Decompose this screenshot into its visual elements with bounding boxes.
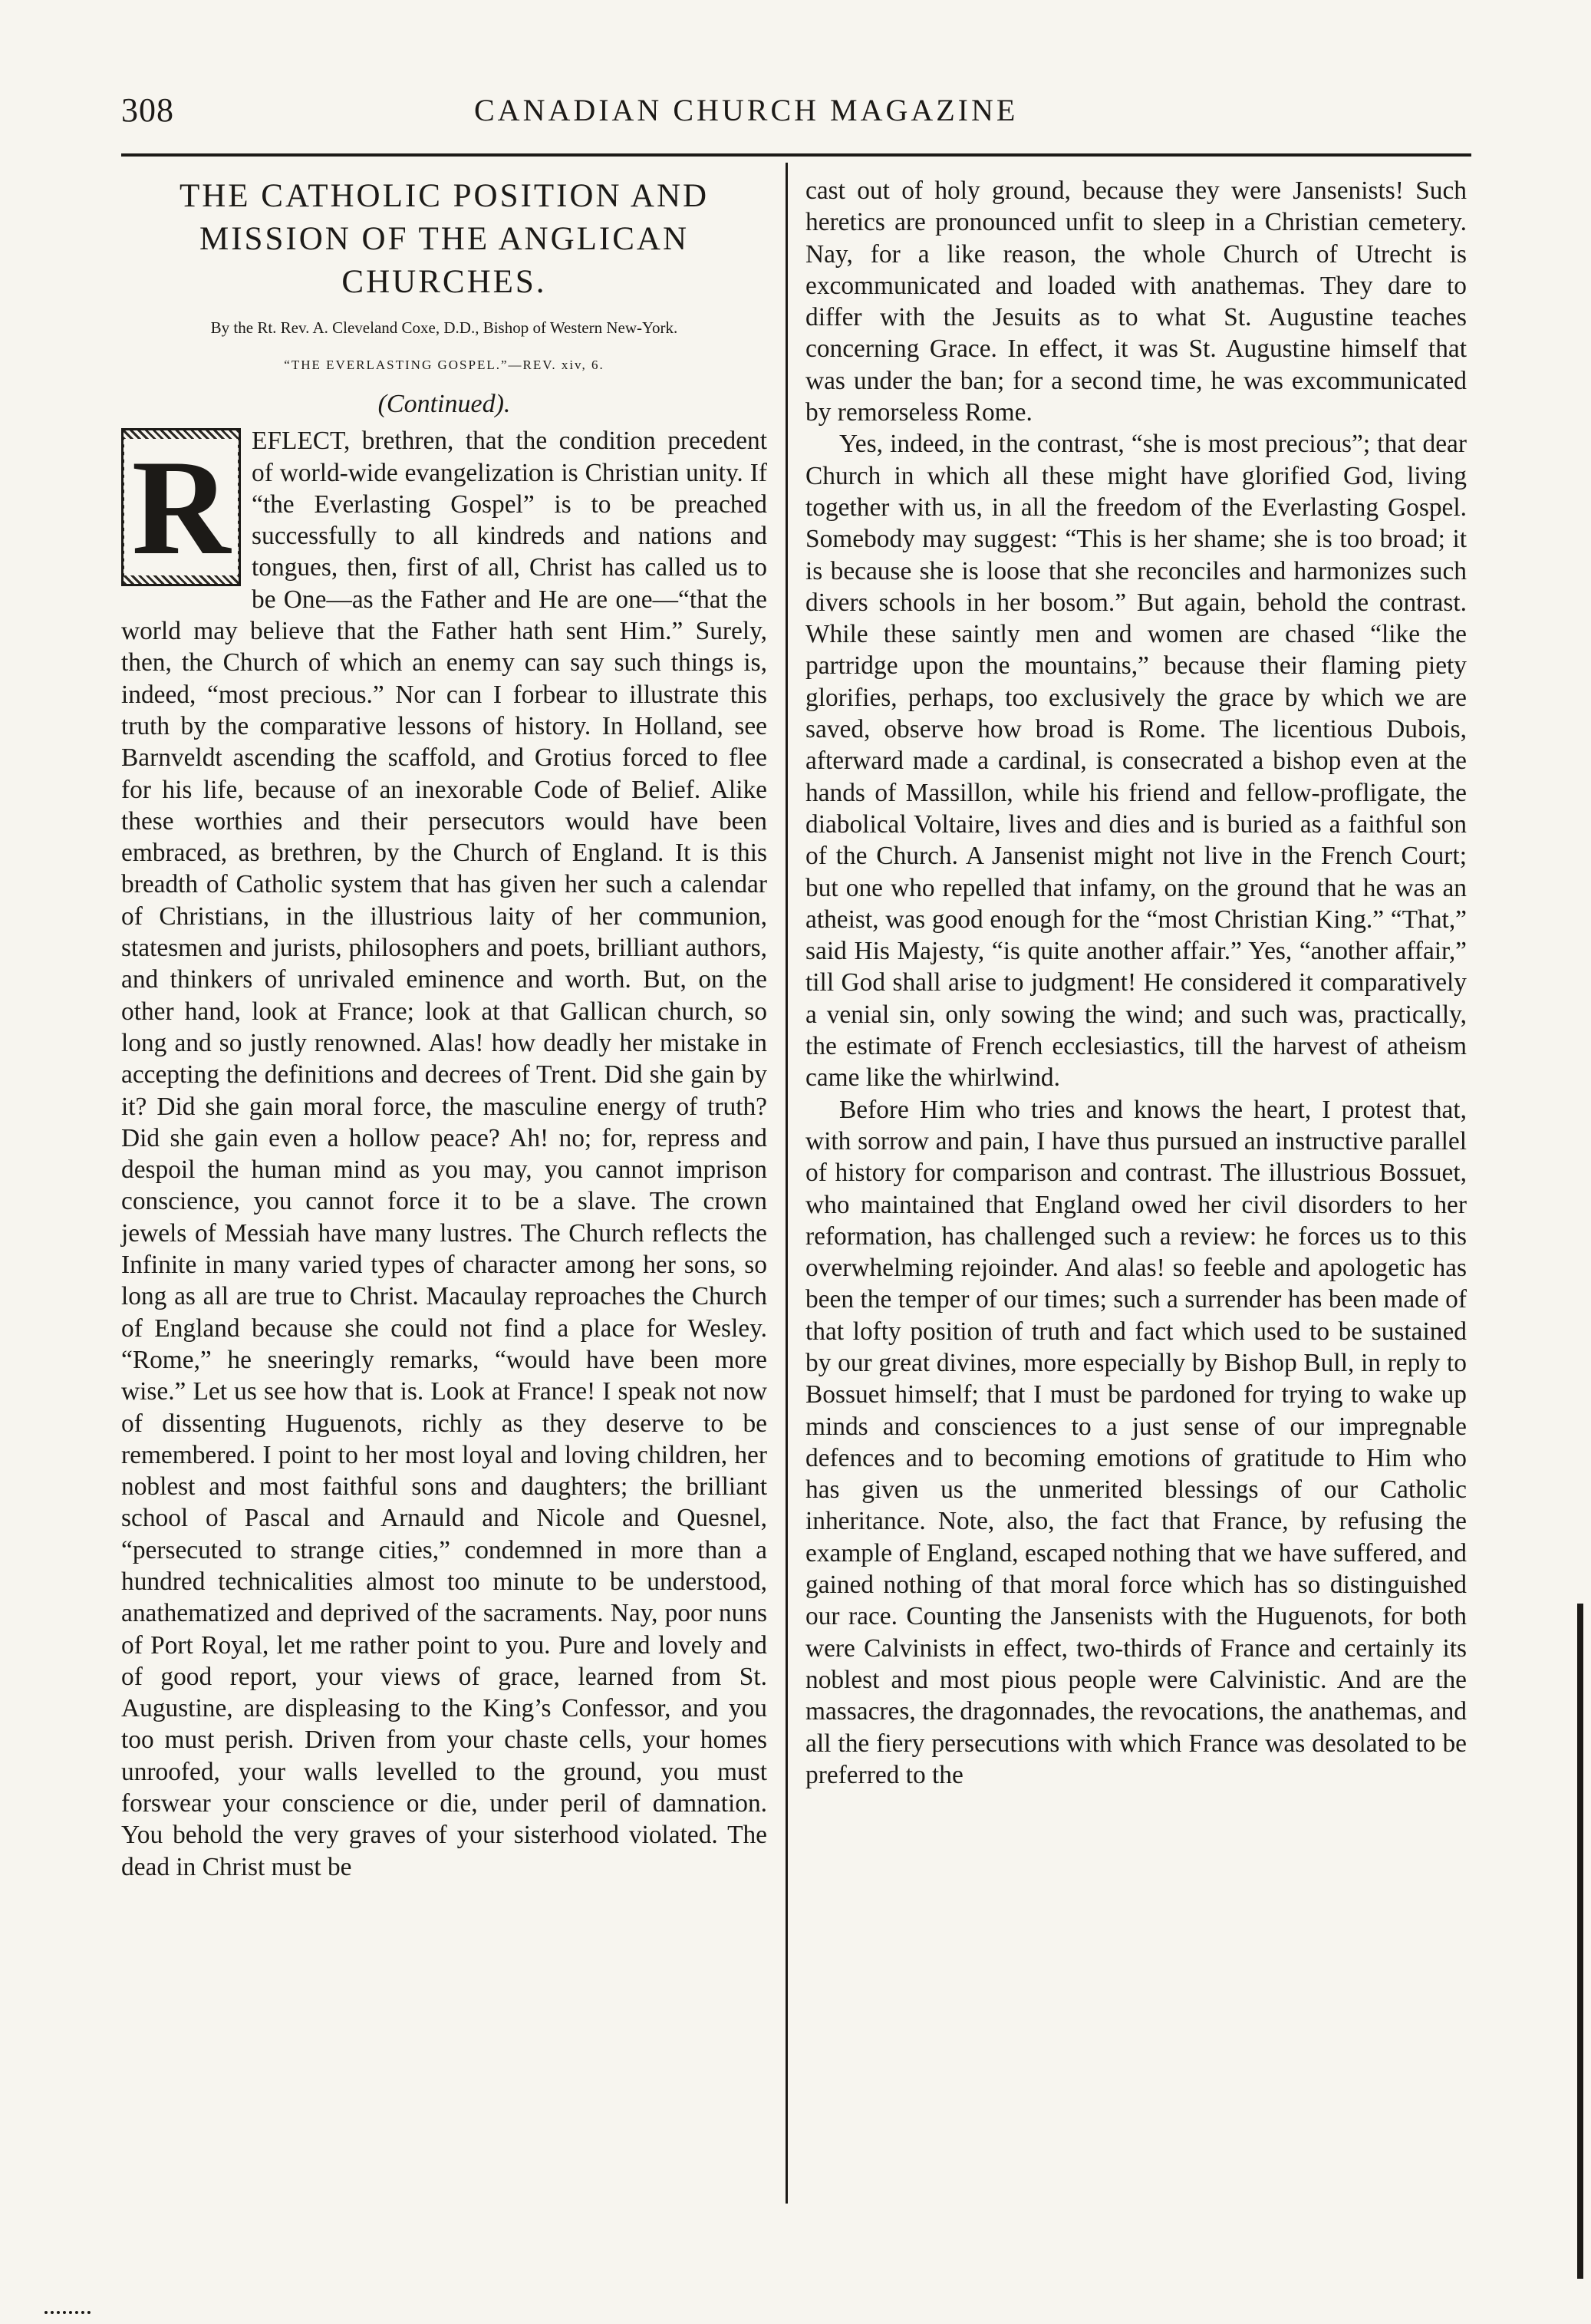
byline: By the Rt. Rev. A. Cleveland Coxe, D.D., Bishop of Western New-York. bbox=[210, 318, 678, 337]
paragraph: Before Him who tries and knows the heart, I protest that, with sorrow and pain, I have thus pursued an instructive parallel of history for comparison and contrast. The illustrious Bossuet, who maintained that England owed her civil disorders to her reformation, has challenged such a review: he forces us to this overwhelming rejoinder. And alas! so feeble and apologetic has been the temper of our times; such a surrender has been made of that lofty position of truth and fact which used to be sustained by our great divines, more especially by Bishop Bull, in reply to Bossuet himself; that I must be pardoned for trying to wake up minds and consciences to a just sense of our impregnable defences and to becoming emotions of gratitude to Him who has given us the unmerited blessings of our Catholic inheritance. Note, also, the fact that France, by refusing the example of England, escaped nothing that we have suffered, and gained nothing of that moral force which has so distinguished our race. Counting the Jansenists with the Huguenots, for both were Calvinists in effect, two-thirds of France and certainly its noblest and most pious people were Calvinistic. And are the massacres, the dragonnades, the revocations, the anathemas, and all the fiery persecutions with which France was desolated to be preferred to the bbox=[805, 1095, 1467, 1789]
running-head: CANADIAN CHURCH MAGAZINE bbox=[474, 93, 1019, 127]
paragraph bbox=[121, 425, 767, 1883]
scan-edge-mark bbox=[1577, 1604, 1583, 2279]
scan-dots bbox=[44, 2311, 91, 2317]
drop-cap-ornament bbox=[121, 428, 241, 586]
drop-cap-letter: R bbox=[124, 439, 239, 575]
column-divider bbox=[786, 163, 788, 2204]
header-rule bbox=[121, 153, 1471, 157]
paragraph: cast out of holy ground, because they were Jansenists! Such heretics are pronounced unfit to sleep in a Christian cemetery. Nay, for a like reason, the whole Church of Utrecht is excommunicated and loaded with anathemas. They dare to differ with the Jesuits as to what St. Augustine teaches concerning Grace. In effect, it was St. Augustine himself that was under the ban; for a second time, he was excommunicated by remorseless Rome. bbox=[805, 176, 1467, 427]
page-number: 308 bbox=[121, 91, 174, 129]
continued-label: (Continued). bbox=[377, 390, 511, 419]
article-title: THE CATHOLIC POSITION AND MISSION OF THE ANGLICAN CHURCHES. bbox=[179, 178, 710, 300]
page-header bbox=[121, 86, 1471, 140]
paragraph-text: EFLECT, brethren, that the condition precedent of world-wide evangelization is Christian unity. If “the Everlasting Gospel” is to be preached successfully to all kindreds and nations and tongues, then, first of all, Christ has called us to be One—as the Father and He are one—“that the world may believe that the Father hath sent Him.” Surely, then, the Church of which an enemy can say such things is, indeed, “most precious.” Nor can I forbear to illustrate this truth by the comparative lessons of history. In Holland, see Barnveldt ascending the scaffold, and Grotius forced to flee for his life, because of an inexorable Code of Belief. Alike these worthies and their persecutors would have been embraced, as brethren, by the Church of England. It is this breadth of Catholic system that has given her such a calendar of Christians, in the illustrious laity of her communion, statesmen and jurists, philosophers and poets, brilliant authors, and thinkers of unrivaled eminence and worth. But, on the other hand, look at France; look at that Gallican church, so long and so justly renowned. Alas! how deadly her mistake in accepting the definitions and decrees of Trent. Did she gain by it? Did she gain moral force, the masculine energy of truth? Did she gain even a hollow peace? Ah! no; for, repress and despoil the human mind as you may, you cannot imprison conscience, you cannot force it to be a slave. The crown jewels of Messiah have many lustres. The Church reflects the Infinite in many varied types of character among her sons, so long as all are true to Christ. Macaulay reproaches the Church of England because she could not find a place for Wesley. “Rome,” he sneeringly remarks, “would have been more wise.” Let us see how that is. Look at France! I speak not now of dissenting Huguenots, richly as they deserve to be remembered. I point to her most loyal and loving children, her noblest and most faithful sons and daughters; the brilliant school of Pascal and Arnauld and Nicole and Quesnel, “persecuted to strange cities,” condemned in more than a hundred technicalities almost too minute to be understood, anathematized and deprived of the sacraments. Nay, poor nuns of Port Royal, let me rather point to you. Pure and lovely and of good report, your views of grace, learned from St. Augustine, are displeasing to the King’s Confessor, and you too must perish. Driven from your chaste cells, your homes unroofed, your walls levelled to the ground, you must forswear your conscience or die, under peril of damnation. You behold the very graves of your sisterhood violated. The dead in Christ must be bbox=[121, 427, 767, 1881]
paragraph: Yes, indeed, in the contrast, “she is most precious”; that dear Church in which all these might have glorified God, living together with us, in all the freedom of the Everlasting Gospel. Somebody may suggest: “This is her shame; she is too broad; it is because she is loose that she reconciles and harmonizes such divers schools in her bosom.” But again, behold the contrast. While these saintly men and women are chased “like the partridge upon the mountains,” because their flaming piety glorifies, perhaps, too exclusively the grace by which we are saved, observe how broad is Rome. The licentious Dubois, afterward made a cardinal, is consecrated a bishop even at the hands of Massillon, while his friend and fellow-profligate, the diabolical Voltaire, lives and dies and is buried as a faithful son of the Church. A Jansenist might not live in the French Court; but one who repelled that infamy, on the ground that he was an atheist, was good enough for the “most Christian King.” “That,” said His Majesty, “is quite another affair.” Yes, “another affair,” till God shall arise to judgment! He considered it comparatively a venial sin, only sowing the wind; and such was, practically, the estimate of French ecclesiastics, till the harvest of atheism came like the whirlwind. bbox=[805, 430, 1467, 1093]
epigraph: “THE EVERLASTING GOSPEL.”—REV. xiv, 6. bbox=[284, 358, 604, 372]
left-column bbox=[121, 175, 767, 1883]
right-column bbox=[805, 175, 1467, 1791]
